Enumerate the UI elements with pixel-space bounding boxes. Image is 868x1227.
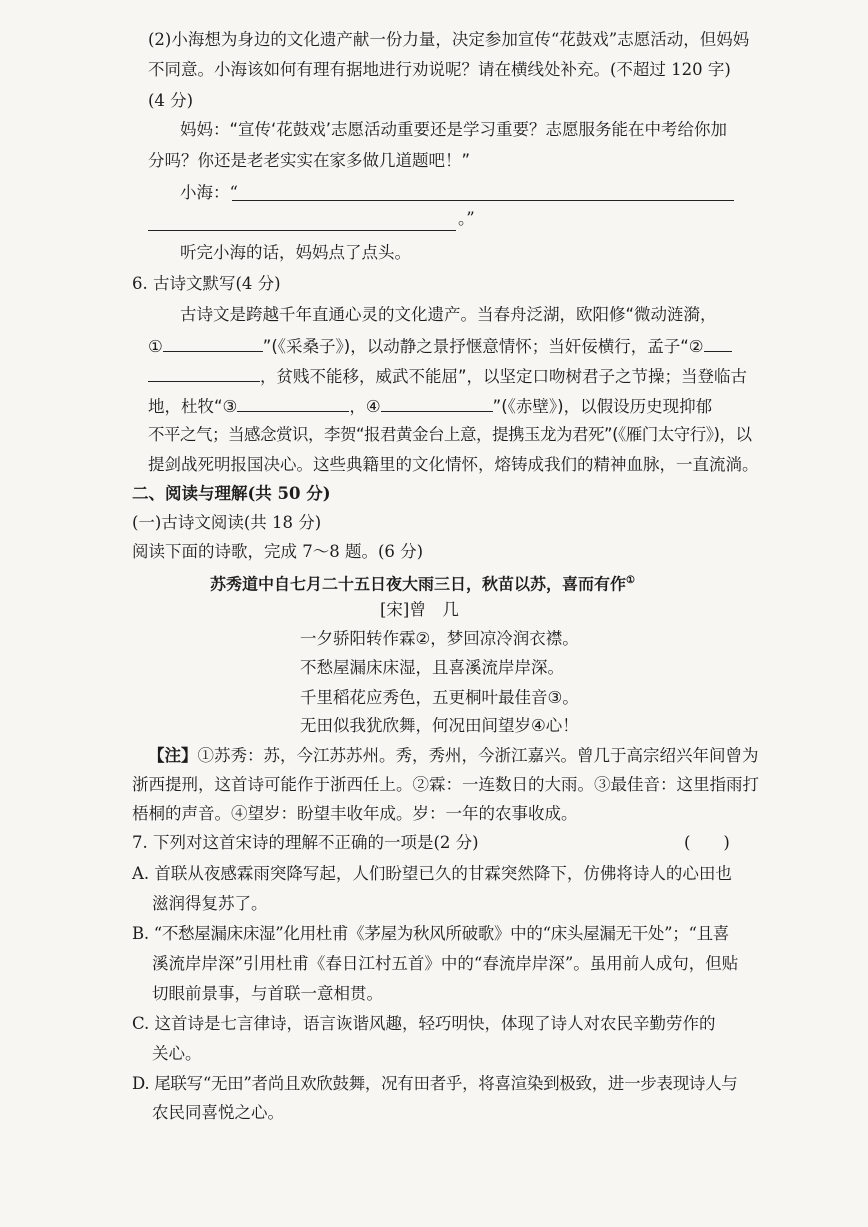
q6-line2 [148, 333, 732, 359]
note-line2: 浙西提刑，这首诗可能作于浙西任上。②霖：一连数日的大雨。③最佳音：这里指雨打 [132, 775, 759, 794]
section2-subtitle: (一)古诗文阅读(共 18 分) [132, 513, 322, 532]
poem-title-note: ① [626, 575, 635, 586]
poem-line-3: 千里稻花应秀色，五更桐叶最佳音③。 [300, 688, 579, 707]
q7-option-d: D. 尾联写“无田”者尚且欢欣鼓舞，况有田者乎，将喜渲染到极致，进一步表现诗人与 [132, 1074, 738, 1093]
q7-answer-paren[interactable]: ( ) [684, 833, 730, 852]
poem-line-1: 一夕骄阳转作霖②，梦回凉冷润衣襟。 [300, 629, 579, 648]
q6-line2-text: ”(《采桑子》)，以动静之景抒惬意情怀；当奸佞横行，孟子“② [262, 337, 704, 356]
q7-option-b-cont2: 切眼前景事，与首联一意相贯。 [152, 984, 383, 1003]
answer-line-2[interactable] [148, 230, 456, 231]
mom-speech-line2: 分吗？你还是老老实实在家多做几道题吧！” [148, 151, 471, 170]
blank-3[interactable] [237, 393, 349, 412]
q5-2-score: (4 分) [148, 91, 194, 110]
q5-2-line2: 不同意。小海该如何有理有据地进行劝说呢？请在横线处补充。(不超过 120 字) [148, 60, 731, 79]
q7-stem: 7. 下列对这首宋诗的理解不正确的一项是(2 分) [132, 833, 479, 852]
q6-line5: 不平之气；当感念赏识，李贺“报君黄金台上意，提携玉龙为君死”(《雁门太守行》)，以 [148, 425, 752, 444]
blank-2-start[interactable] [704, 333, 732, 352]
blank-2[interactable] [148, 363, 260, 382]
q7-option-c-cont: 关心。 [152, 1044, 202, 1063]
blank-4-label: ，④ [349, 397, 381, 416]
mom-speech-line1: 妈妈：“宣传‘花鼓戏’志愿活动重要还是学习重要？志愿服务能在中考给你加 [180, 120, 728, 139]
poem-author: [宋]曾 几 [380, 600, 459, 619]
q7-option-d-cont: 农民同喜悦之心。 [152, 1103, 284, 1122]
q5-2-line1: (2)小海想为身边的文化遗产献一份力量，决定参加宣传“花鼓戏”志愿活动，但妈妈 [148, 30, 750, 49]
q6-line3 [148, 363, 747, 389]
poem-title [210, 569, 635, 596]
blank-4[interactable] [381, 393, 493, 412]
q5-2-after-text: 听完小海的话，妈妈点了点头。 [180, 243, 411, 262]
close-quote: 。” [458, 209, 475, 228]
q6-line6: 提剑战死明报国决心。这些典籍里的文化情怀，熔铸成我们的精神血脉，一直流淌。 [148, 455, 759, 474]
q6-line1: 古诗文是跨越千年直通心灵的文化遗产。当春舟泛湖，欧阳修“微动涟漪， [180, 305, 717, 324]
poem-line-4: 无田似我犹欣舞，何况田间望岁④心！ [300, 716, 579, 735]
note-text-1: ①苏秀：苏，今江苏苏州。秀，秀州，今浙江嘉兴。曾几于高宗绍兴年间曾为 [197, 746, 759, 765]
note-line3: 梧桐的声音。④望岁：盼望丰收年成。岁：一年的农事收成。 [132, 804, 578, 823]
q7-option-b-cont1: 溪流岸岸深”引用杜甫《春日江村五首》中的“春流岸岸深”。虽用前人成句，但贴 [152, 954, 739, 973]
answer-line-1[interactable] [232, 200, 734, 201]
q6-line3-text: ，贫贱不能移，威武不能屈”，以坚定口吻树君子之节操；当登临古 [260, 367, 748, 386]
blank-3-label: 地，杜牧“③ [148, 397, 238, 416]
q7-option-a-cont: 滋润得复苏了。 [152, 894, 268, 913]
note-label: 【注】 [148, 746, 198, 765]
blank-1[interactable] [163, 333, 263, 352]
q6-title: 6. 古诗文默写(4 分) [132, 274, 281, 293]
q7-option-b: B. “不愁屋漏床床湿”化用杜甫《茅屋为秋风所破歌》中的“床头屋漏无干处”；“且喜 [132, 924, 729, 943]
q6-line4 [148, 393, 712, 419]
xiaohai-label: 小海：“ [180, 183, 238, 202]
blank-1-label: ① [148, 337, 163, 356]
q7-option-c: C. 这首诗是七言律诗，语言诙谐风趣，轻巧明快，体现了诗人对农民辛勤劳作的 [132, 1014, 716, 1033]
note-line1 [148, 744, 759, 768]
q7-option-a: A. 首联从夜感霖雨突降写起，人们盼望已久的甘霖突然降下，仿佛将诗人的心田也 [132, 864, 732, 883]
q6-line4-text: ”(《赤壁》)，以假设历史现抑郁 [492, 397, 713, 416]
poem-line-2: 不愁屋漏床床湿，且喜溪流岸岸深。 [300, 658, 564, 677]
section2-title: 二、阅读与理解(共 50 分) [132, 484, 331, 503]
poem-title-text: 苏秀道中自七月二十五日夜大雨三日，秋苗以苏，喜而有作 [210, 574, 627, 594]
reading-instruction: 阅读下面的诗歌，完成 7～8 题。(6 分) [132, 542, 424, 561]
